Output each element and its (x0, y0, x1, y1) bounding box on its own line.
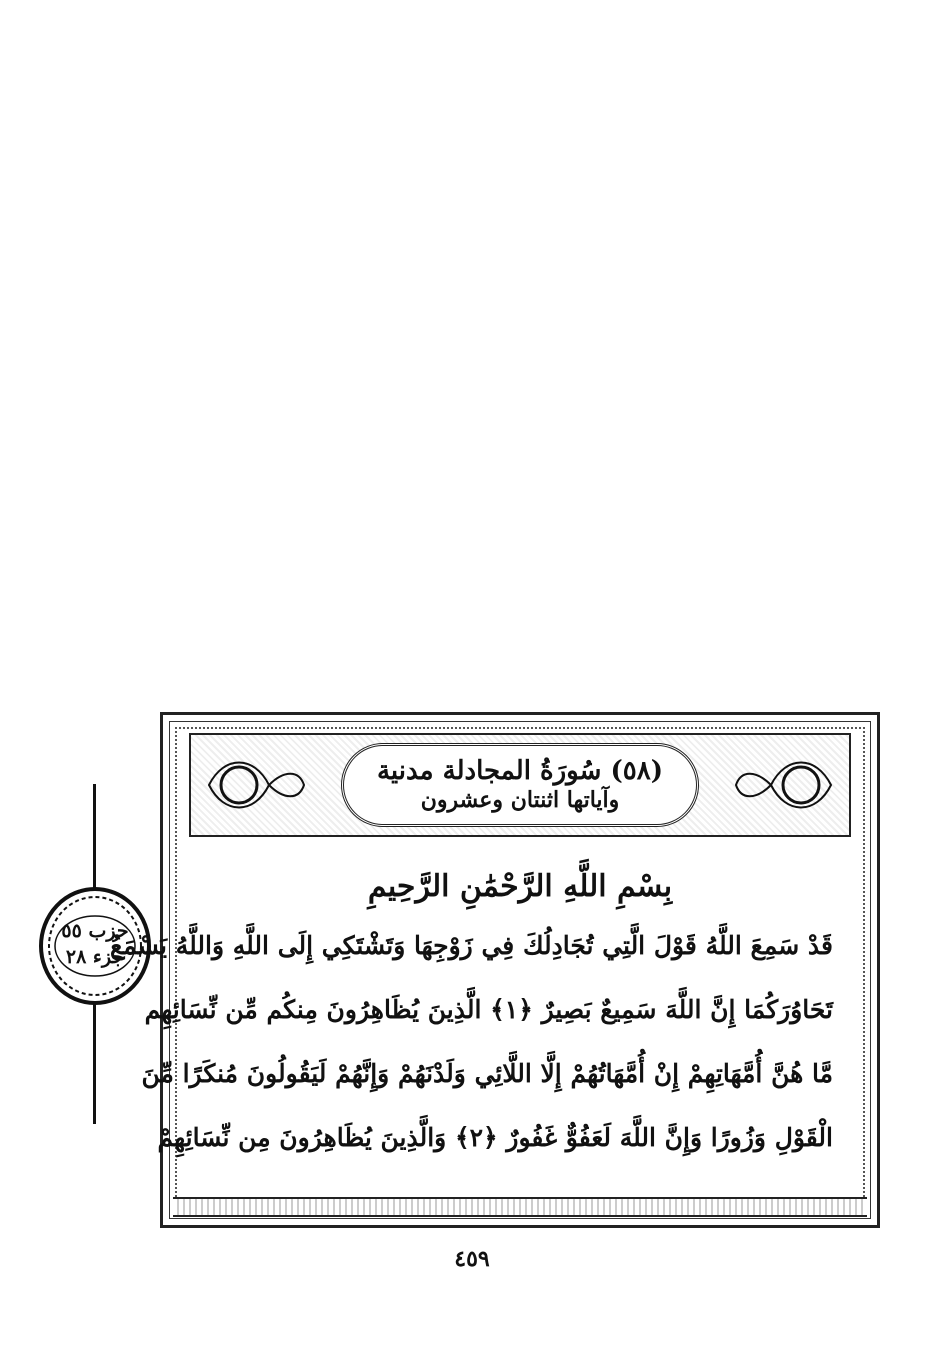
surah-header (189, 733, 851, 837)
surah-title-cartouche (341, 743, 699, 827)
basmala: بِسْمِ اللَّهِ الرَّحْمَٰنِ الرَّحِيمِ (367, 869, 673, 904)
verse-line: قَدْ سَمِعَ اللَّهُ قَوْلَ الَّتِي تُجَادِلُكَ فِي زَوْجِهَا وَتَشْتَكِي إِلَى اللَّهِ وَاللَّهُ يَسْمَعُ (110, 931, 833, 960)
surah-title: (٥٨) سُورَةُ المجادلة مدنية (376, 756, 664, 787)
hizb-label: حزب ٥٥ (61, 920, 129, 942)
verse-line: الْقَوْلِ وَزُورًا وَإِنَّ اللَّهَ لَعَفُوٌّ غَفُورٌ ﴿٢﴾ وَالَّذِينَ يُظَاهِرُونَ مِن نِّسَائِهِمْ (157, 1123, 833, 1152)
verse-line: مَّا هُنَّ أُمَّهَاتِهِمْ إِنْ أُمَّهَاتُهُمْ إِلَّا اللَّائِي وَلَدْنَهُمْ وَإِنَّهُمْ لَيَقُولُونَ مُنكَرًا مِّنَ (141, 1059, 833, 1088)
floral-ornament-icon (731, 745, 841, 825)
verse-text-area (110, 849, 851, 1195)
verse-count: وآياتها اثنتان وعشرون (420, 787, 620, 814)
bottom-border-ornament (173, 1197, 867, 1217)
verse-line: تَحَاوُرَكُمَا إِنَّ اللَّهَ سَمِيعٌ بَصِيرٌ ﴿١﴾ الَّذِينَ يُظَاهِرُونَ مِنكُم مِّن نِّسَائِهِم (144, 995, 833, 1024)
surah-frame (110, 712, 880, 1228)
page-number: ٤٥٩ (454, 1246, 490, 1272)
juz-label: جزء ٢٨ (65, 946, 125, 968)
floral-ornament-icon (199, 745, 309, 825)
